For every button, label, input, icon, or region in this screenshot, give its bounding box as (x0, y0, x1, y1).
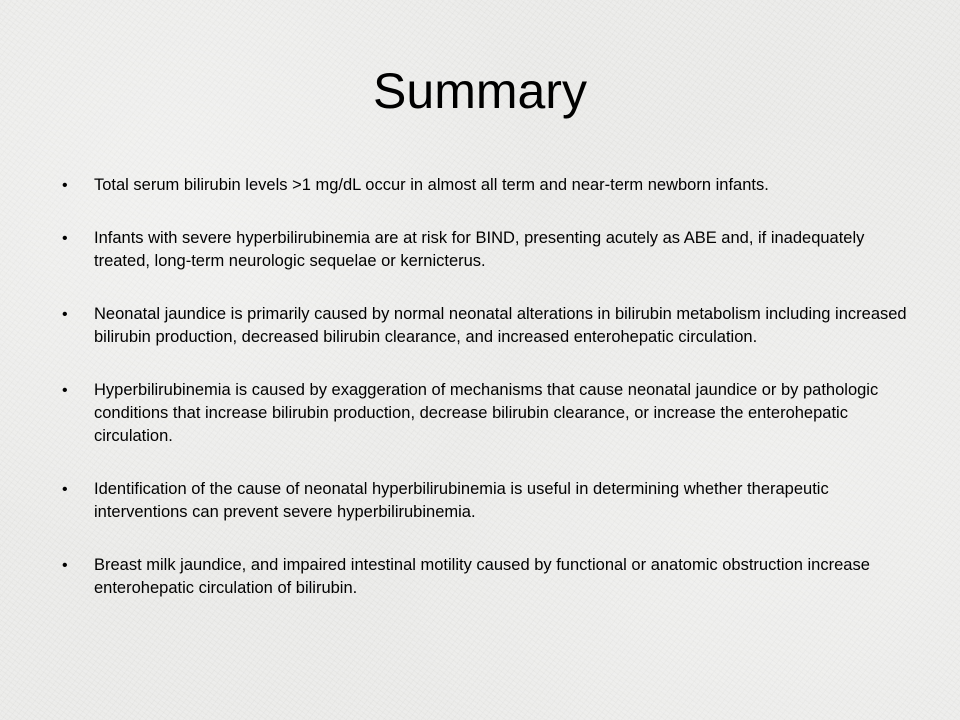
bullet-item (62, 227, 912, 273)
bullet-icon: • (62, 382, 68, 399)
bullet-item (62, 478, 912, 524)
slide-title: Summary (373, 63, 587, 119)
bullet-item (62, 379, 912, 448)
bullet-item (62, 554, 912, 600)
bullet-icon: • (62, 557, 68, 574)
bullet-item (62, 303, 912, 349)
bullet-text: Neonatal jaundice is primarily caused by normal neonatal alterations in bilirubin metabolism including increased bilirubin production, decreased bilirubin clearance, and increased enterohepatic circulation. (94, 305, 907, 346)
bullet-icon: • (62, 177, 68, 194)
bullet-icon: • (62, 306, 68, 323)
bullet-text: Total serum bilirubin levels >1 mg/dL occur in almost all term and near-term newborn infants. (94, 176, 769, 194)
bullet-text: Identification of the cause of neonatal hyperbilirubinemia is useful in determining whether therapeutic interventions can prevent severe hyperbilirubinemia. (94, 480, 829, 521)
bullet-list (62, 174, 912, 630)
bullet-item (62, 174, 912, 197)
bullet-icon: • (62, 230, 68, 247)
bullet-text: Infants with severe hyperbilirubinemia are at risk for BIND, presenting acutely as ABE and, if inadequately treated, long-term neurologic sequelae or kernicterus. (94, 229, 865, 270)
bullet-icon: • (62, 481, 68, 498)
bullet-text: Breast milk jaundice, and impaired intestinal motility caused by functional or anatomic obstruction increase enterohepatic circulation of bilirubin. (94, 556, 870, 597)
bullet-text: Hyperbilirubinemia is caused by exaggeration of mechanisms that cause neonatal jaundice or by pathologic conditions that increase bilirubin production, decrease bilirubin clearance, or increase the enterohepatic circulation. (94, 381, 879, 445)
